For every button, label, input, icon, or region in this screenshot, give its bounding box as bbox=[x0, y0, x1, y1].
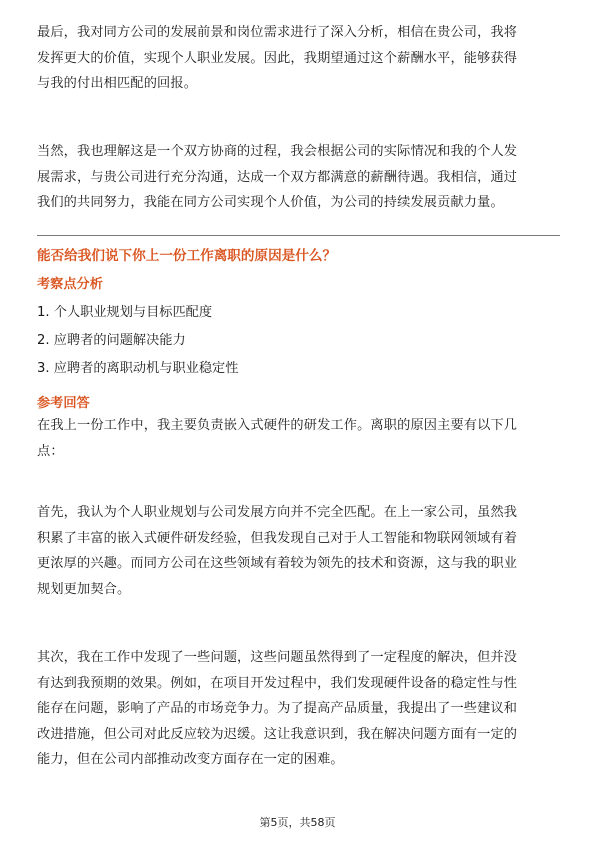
text-line: 当然，我也理解这是一个双方协商的过程，我会根据公司的实际情况和我的个人发 bbox=[37, 144, 518, 159]
text-line: 更浓厚的兴趣。而同方公司在这些领域有着较为领先的技术和资源，这与我的职业 bbox=[37, 556, 518, 572]
text-line: 展需求，与贵公司进行充分沟通，达成一个双方都满意的薪酬待遇。我相信，通过 bbox=[37, 169, 518, 185]
text-line: 积累了丰富的嵌入式硬件研发经验，但我发现自己对于人工智能和物联网领域有着 bbox=[37, 530, 518, 546]
answer-heading: 参考回答 bbox=[37, 396, 90, 411]
analysis-item: 3. 应聘者的离职动机与职业稳定性 bbox=[37, 361, 239, 376]
paragraph-salary-conclusion bbox=[37, 20, 560, 97]
paragraph-salary-negotiation bbox=[37, 139, 560, 216]
text-line: 最后，我对同方公司的发展前景和岗位需求进行了深入分析，相信在贵公司，我将 bbox=[37, 25, 518, 40]
text-line: 我们的共同努力，我能在同方公司实现个人价值，为公司的持续发展贡献力量。 bbox=[37, 195, 504, 211]
answer-paragraph-intro bbox=[37, 413, 560, 464]
section-divider bbox=[37, 235, 560, 236]
text-line: 发挥更大的价值，实现个人职业发展。因此，我期望通过这个薪酬水平，能够获得 bbox=[37, 50, 518, 66]
text-line: 点： bbox=[37, 443, 64, 459]
text-line: 规划更加契合。 bbox=[37, 581, 131, 597]
answer-paragraph-second bbox=[37, 645, 560, 773]
answer-paragraph-first bbox=[37, 500, 560, 602]
analysis-heading: 考察点分析 bbox=[37, 277, 103, 292]
text-line: 首先，我认为个人职业规划与公司发展方向并不完全匹配。在上一家公司，虽然我 bbox=[37, 505, 518, 520]
text-line: 改进措施，但公司对此反应较为迟缓。这让我意识到，我在解决问题方面有一定的 bbox=[37, 726, 518, 742]
analysis-item: 2. 应聘者的问题解决能力 bbox=[37, 333, 186, 348]
text-line: 能存在问题，影响了产品的市场竞争力。为了提高产品质量，我提出了一些建议和 bbox=[37, 701, 518, 717]
page-number-footer: 第5页，共58页 bbox=[259, 816, 336, 829]
text-line: 在我上一份工作中，我主要负责嵌入式硬件的研发工作。离职的原因主要有以下几 bbox=[37, 418, 518, 433]
text-line: 能力，但在公司内部推动改变方面存在一定的困难。 bbox=[37, 752, 344, 768]
analysis-item: 1. 个人职业规划与目标匹配度 bbox=[37, 305, 213, 320]
text-line: 与我的付出相匹配的回报。 bbox=[37, 76, 198, 92]
text-line: 有达到我预期的效果。例如，在项目开发过程中，我们发现硬件设备的稳定性与性 bbox=[37, 675, 518, 691]
question-title: 能否给我们说下你上一份工作离职的原因是什么？ bbox=[37, 248, 337, 264]
text-line: 其次，我在工作中发现了一些问题，这些问题虽然得到了一定程度的解决，但并没 bbox=[37, 650, 518, 665]
